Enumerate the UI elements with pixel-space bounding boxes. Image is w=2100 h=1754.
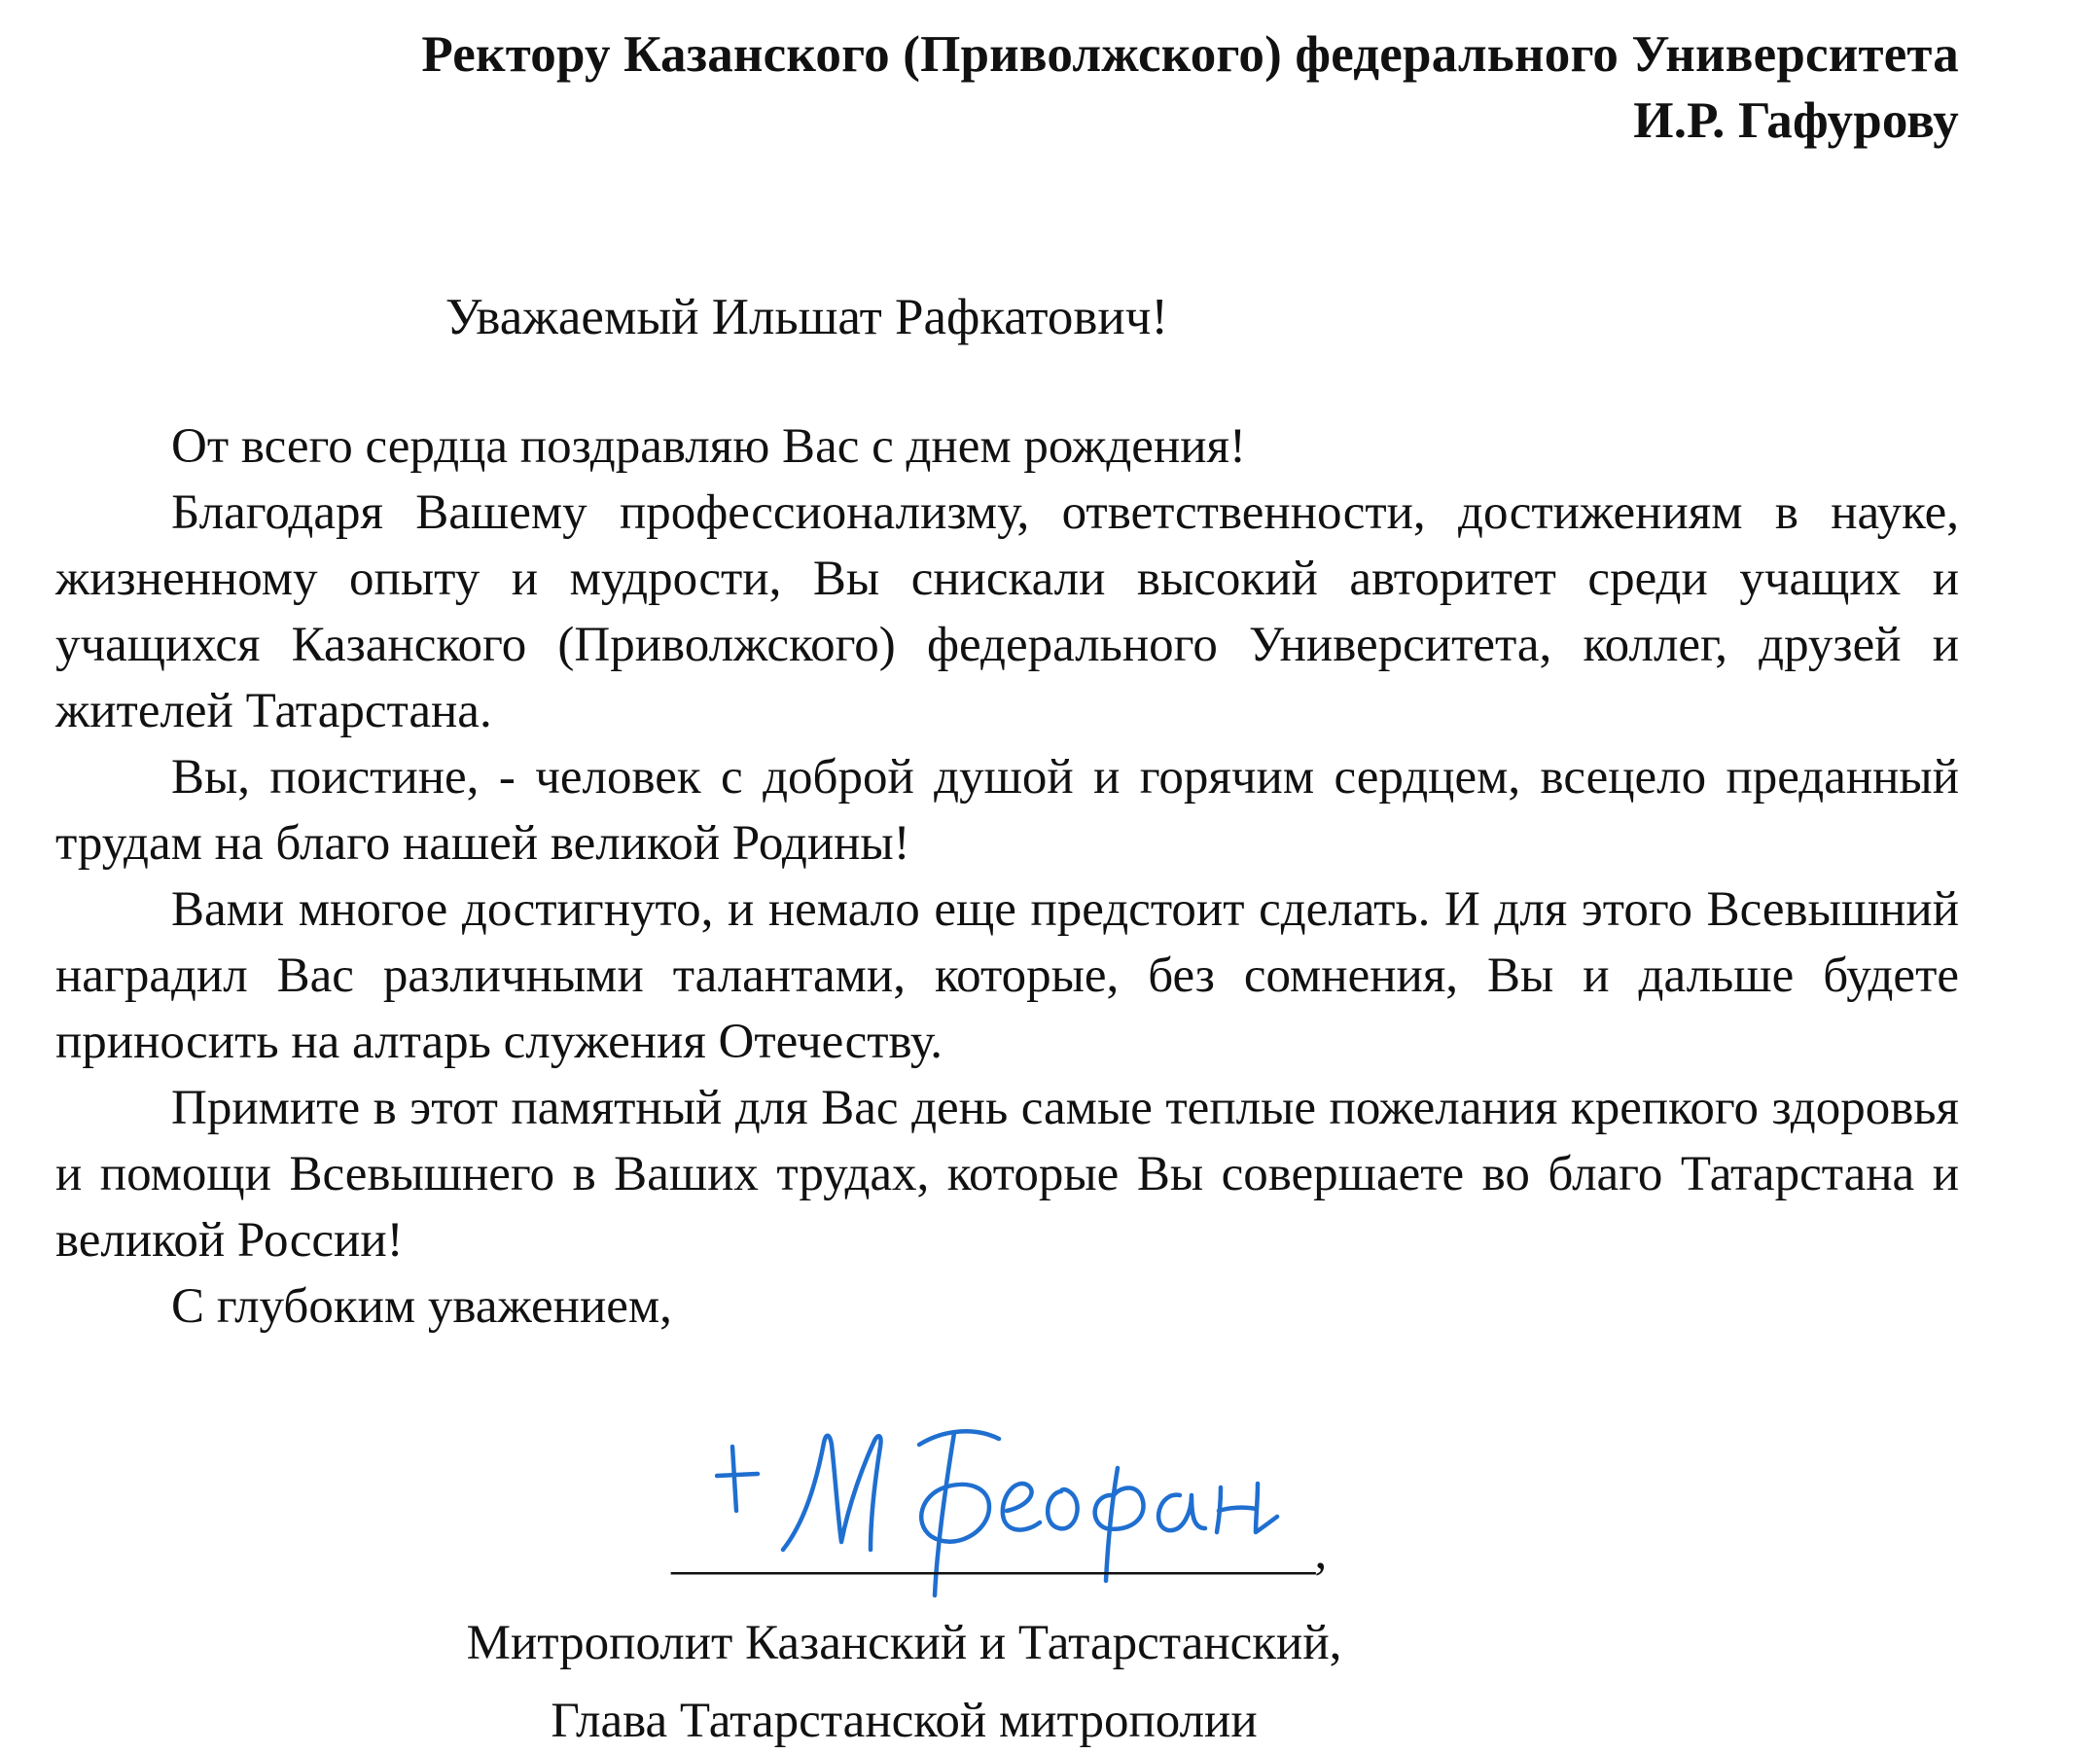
paragraph-achievements: Вами многое достигнуто, и немало еще предстоит сделать. И для этого Всевышний наградил Вас различными талантами, которые, без сомнения, Вы и дальше будете приносить на алтарь служения Отечеству.: [55, 882, 1959, 1069]
paragraph-wishes: Примите в этот памятный для Вас день самые теплые пожелания крепкого здоровья и помощи Всевышнего в Ваших трудах, которые Вы совершаете во благо Татарстана и великой России!: [55, 1081, 1959, 1268]
letter-body: [55, 413, 1959, 1340]
signer-title: Митрополит Казанский и Татарстанский,: [466, 1616, 1342, 1670]
signature-line: ___________________________,: [671, 1525, 1327, 1580]
addressee-block: [421, 21, 1959, 154]
paragraph-gratitude: Благодаря Вашему профессионализму, ответственности, достижениям в науке, жизненному опыту и мудрости, Вы снискали высокий авторитет среди учащих и учащихся Казанского (Приволжского) федерального Университета, коллег, друзей и жителей Татарстана.: [55, 485, 1959, 738]
paragraph-greeting: От всего сердца поздравляю Вас с днем рождения!: [171, 419, 1246, 474]
addressee-line-1: Ректору Казанского (Приволжского) федерального Университета: [421, 26, 1959, 83]
salutation: Уважаемый Ильшат Рафкатович!: [445, 289, 1169, 345]
paragraph-closing: С глубоким уважением,: [171, 1279, 672, 1334]
signer-role: Глава Татарстанской митрополии: [551, 1694, 1258, 1748]
addressee-line-2: И.Р. Гафурову: [1633, 92, 1959, 149]
paragraph-character: Вы, поистине, - человек с доброй душой и горячим сердцем, всецело преданный трудам на благо нашей великой Родины!: [55, 750, 1959, 871]
